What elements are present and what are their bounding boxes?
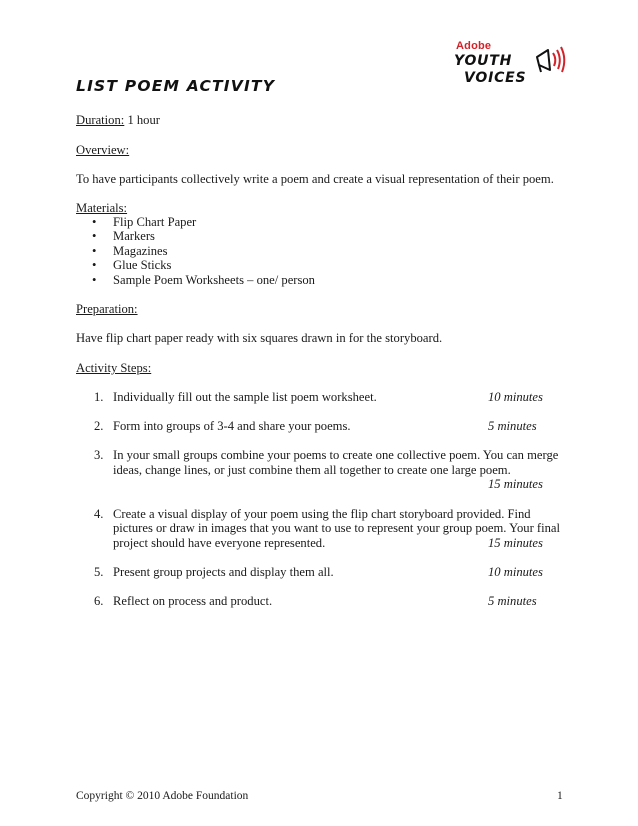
step-number: 3.: [94, 448, 104, 462]
step-duration: 10 minutes: [488, 390, 543, 404]
duration-value: 1 hour: [127, 113, 160, 127]
page-title: LIST POEM ACTIVITY: [76, 77, 276, 95]
duration-line: [76, 113, 160, 128]
step-duration: 10 minutes: [488, 565, 543, 579]
materials-heading: Materials:: [76, 201, 128, 215]
step-text: project should have everyone represented.: [113, 536, 326, 550]
step-text: ideas, change lines, or just combine them all together to create one large poem.: [113, 463, 511, 477]
megaphone-icon: [534, 44, 570, 78]
logo-line1: YOUTH: [454, 53, 513, 69]
step-duration: 5 minutes: [488, 594, 537, 608]
overview-heading: Overview:: [76, 143, 130, 157]
activity-heading: Activity Steps:: [76, 361, 152, 375]
list-item: • Sample Poem Worksheets – one/ person: [92, 273, 315, 287]
step-number: 2.: [94, 419, 104, 433]
step-text: Form into groups of 3-4 and share your poems.: [113, 419, 351, 433]
step-duration: 5 minutes: [488, 419, 537, 433]
step-text: Present group projects and display them all.: [113, 565, 334, 579]
preparation-heading: Preparation:: [76, 302, 138, 316]
step-number: 5.: [94, 565, 104, 579]
preparation-text: Have flip chart paper ready with six squares drawn in for the storyboard.: [76, 331, 443, 345]
step-number: 6.: [94, 594, 104, 608]
step-text: In your small groups combine your poems to create one collective poem. You can merge: [113, 448, 559, 462]
adobe-youth-voices-logo: [452, 40, 570, 94]
step-number: 4.: [94, 507, 104, 521]
list-item: • Flip Chart Paper: [92, 215, 197, 229]
logo-brand: Adobe: [456, 40, 492, 52]
step-duration: 15 minutes: [488, 477, 543, 491]
list-item: • Magazines: [92, 244, 168, 258]
list-item: • Markers: [92, 229, 155, 243]
duration-label: Duration:: [76, 113, 125, 127]
step-text: Create a visual display of your poem using the flip chart storyboard provided. Find: [113, 507, 531, 521]
copyright: Copyright © 2010 Adobe Foundation: [76, 790, 249, 802]
step-number: 1.: [94, 390, 104, 404]
page-number: 1: [557, 790, 563, 802]
step-duration: 15 minutes: [488, 536, 543, 550]
list-item: • Glue Sticks: [92, 258, 172, 272]
step-text: Individually fill out the sample list poem worksheet.: [113, 390, 377, 404]
step-text: pictures or draw in images that you want to use to represent your group poem. Your final: [113, 521, 560, 535]
step-text: Reflect on process and product.: [113, 594, 273, 608]
logo-line2: VOICES: [464, 70, 527, 86]
overview-text: To have participants collectively write a poem and create a visual representation of their poem.: [76, 172, 554, 186]
